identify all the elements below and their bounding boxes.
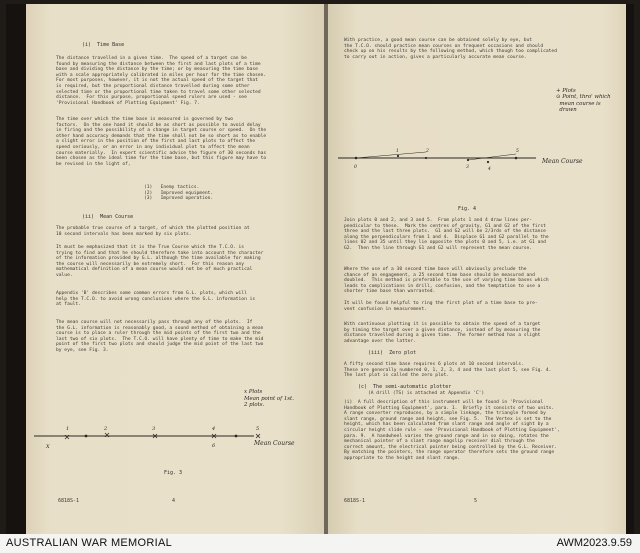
- plot-number: 3: [152, 426, 156, 432]
- legend-plots: + Plots ⊙ Point, thro' which mean course is drawn: [556, 88, 611, 114]
- appendix-note: (A drill (TS) is attached at Appendix 'C'): [368, 391, 485, 396]
- paragraph: (i) A full description of this instrument will be found in 'Provisional Handbook of Plotting Equipment', para. 1. Briefly it consists of two units. A range converter reproduces, by a simple linkage, the triangle formed by slant range, ground range and height, see Fig. 5. The Vertex is set to the height, which has been calculated from slant range and angle of sight by a circular height slide rule - see 'Provisional Handbook of Plotting Equipment', para. 9. A handwheel varies the ground range and in so doing, rotates the mechanical pointer of a slant range magslip receiver dial through the correct amount, the electrical pointer being controlled by the G.L. Receiver. By matching the pointers, the range operator therefore sets the ground range appropriate to the height and slant range.: [344, 400, 560, 461]
- archive-name: AUSTRALIAN WAR MEMORIAL: [6, 537, 173, 549]
- plot-number: 5: [256, 426, 260, 432]
- plot-number: 6: [212, 443, 216, 449]
- figure-3-diagram: [26, 414, 326, 494]
- plot-number: 0: [354, 165, 357, 170]
- paragraph: It will be found helpful to ring the first plot of a time base to pre- vent confusion in measurement.: [344, 301, 538, 312]
- plot-number: 2: [426, 149, 429, 154]
- mean-course-label: Mean Course: [542, 158, 583, 165]
- legend-mean-point: Mean point of 1st. 2 plots.: [244, 396, 294, 409]
- plot-marker: [487, 161, 489, 163]
- plot-marker: [515, 157, 518, 160]
- paragraph: The mean course will not necessarily pass through any of the plots. If the G.L. information is reasonably good, a sound method of obtaining a mean course is to place a ruler through the mid points of the first two and the last two of six plots. The T.C.O. will have plenty of time to make the mid point of the first two plots and should judge the mid point of the last two by eye, see Fig. 3.: [56, 320, 264, 353]
- figure-caption: Fig. 3: [164, 470, 183, 476]
- mean-point-marker: [85, 435, 88, 438]
- paragraph: With practice, a good mean course can be obtained solely by eye, but the T.C.O. should practice mean courses on frequent occasions and should check up on his results by the following method, which though too complicated to carry out in action, gives a particularly accurate mean course.: [344, 38, 557, 60]
- plot-number: 2: [104, 426, 108, 432]
- left-page: [26, 4, 326, 534]
- paragraph: The probable true course of a target, of which the plotted position at 10 second intervals has been marked by six plots.: [56, 226, 250, 237]
- plot-number: 3: [466, 165, 469, 170]
- right-page: [328, 4, 626, 534]
- plot-number: 1: [396, 149, 399, 154]
- footer-code: 6818S-1: [344, 498, 366, 504]
- mean-course-label: Mean Course: [254, 440, 295, 447]
- page-number: 5: [474, 498, 478, 504]
- plot-number: 1: [66, 426, 70, 432]
- paragraph: Where the use of a 30 second time base will obviously preclude the chance of an engagement, a 25 second time base should be measured and doubled. This method is preferable to the use of varying time bases which leads to complications in drill, confusion, and the temptation to use a shorter time base than warranted.: [344, 267, 549, 295]
- heading-semi-automatic-plotter: (c) The semi-automatic plotter: [358, 384, 452, 390]
- heading-zero-plot: (iii) Zero plot: [368, 350, 417, 356]
- heading-mean-course: (ii) Mean Course: [82, 214, 134, 220]
- plot-number: 4: [212, 426, 216, 432]
- paragraph: The distance travelled in a given time. The speed of a target can be found by measuring the distance between the first and last plots of a time base and dividing the distance by the time; or by measuring the time base with a scale appropriately calibrated in miles per hour for the time chosen. For most purposes, however, it is not the actual speed of the target that is required, but the proportional distance travelled during some other selected time or the proportional time taken to travel some other selected distance. For this purpose, proportional speed rulers are used - see 'Provisional Handbook of Plotting Equipment' Fig. 7.: [56, 56, 267, 106]
- numbered-list: (1) Enemy tactics. (2) Improved equipment. (3) Improved operation.: [144, 185, 214, 202]
- paragraph: With continuous plotting it is possible to obtain the speed of a target by timing the target over a given distance, instead of by measuring the distance travelled during a given time. The former method has a slight advantage over the latter.: [344, 322, 541, 344]
- paragraph: Join plots 0 and 2, and 3 and 5. From plots 1 and 4 draw lines per- pendicular to these. Mark the centres of gravity, G1 and G2 of the first three and the last three plots. G1 and G2 will be 2/3rds of the distance along the perpendiculars from 1 and 4. Displace G1 and G2 parallel to the lines 02 and 35 until they lie opposite the plots 0 and 5, i.e. at G1 and G2. Then the line through G1 and G2 will represent the mean course.: [344, 218, 549, 251]
- plot-marker: [425, 157, 427, 159]
- plot-number: X: [46, 444, 50, 450]
- figure-caption: Fig. 4: [458, 206, 477, 212]
- paragraph: A fifty second time base requires 6 plots at 10 second intervals. These are generally numbered 0, 1, 2, 3, 4 and the last plot 5, see Fig. 4. The last plot is called the zero plot.: [344, 362, 552, 379]
- figure-4-diagram: [328, 144, 626, 184]
- plot-marker: [467, 159, 469, 161]
- legend-plots: x Plots: [244, 389, 263, 395]
- page-number: 4: [172, 498, 176, 504]
- paragraph: It must be emphasized that it is the True Course which the T.C.O. is trying to find and that he should therefore take into account the character of the information provided by G.L. although the time available for making the course will necessarily be extremely short. For this reason any mathematical definition of a mean course would not be of much practical value.: [56, 245, 264, 278]
- plot-number: 4: [488, 167, 491, 172]
- heading-time-base: (i) Time Base: [82, 42, 125, 48]
- paragraph: The time over which the time base is measured is governed by two factors. On the one hand it should be as short as possible to avoid delay in firing and the possibility of a change in target course or speed. On the other hand accuracy demands that the time shall not be so short as to enable a slight error in the position of the first and last plots to affect the speed seriously, or an error in any individual plot to affect the mean course materially. In expert scientific advice the figure of 30 seconds has been chosen as the ideal time for the time base, but this figure may have to be revised in the light of,: [56, 117, 267, 167]
- footer-code: 6818S-1: [58, 498, 80, 504]
- paragraph: Appendix 'B' describes some common errors from G.L. plots, which will help the T.C.O. to avoid wrong conclusions where the G.L. information is at fault.: [56, 291, 256, 308]
- accession-number: AWM2023.9.59: [556, 537, 632, 549]
- plot-marker: [355, 157, 358, 160]
- plot-marker: [397, 155, 399, 157]
- document-spread: [6, 4, 634, 534]
- mean-point-marker: [235, 435, 238, 438]
- archive-caption-bar: [0, 534, 640, 553]
- plot-number: 5: [516, 149, 519, 154]
